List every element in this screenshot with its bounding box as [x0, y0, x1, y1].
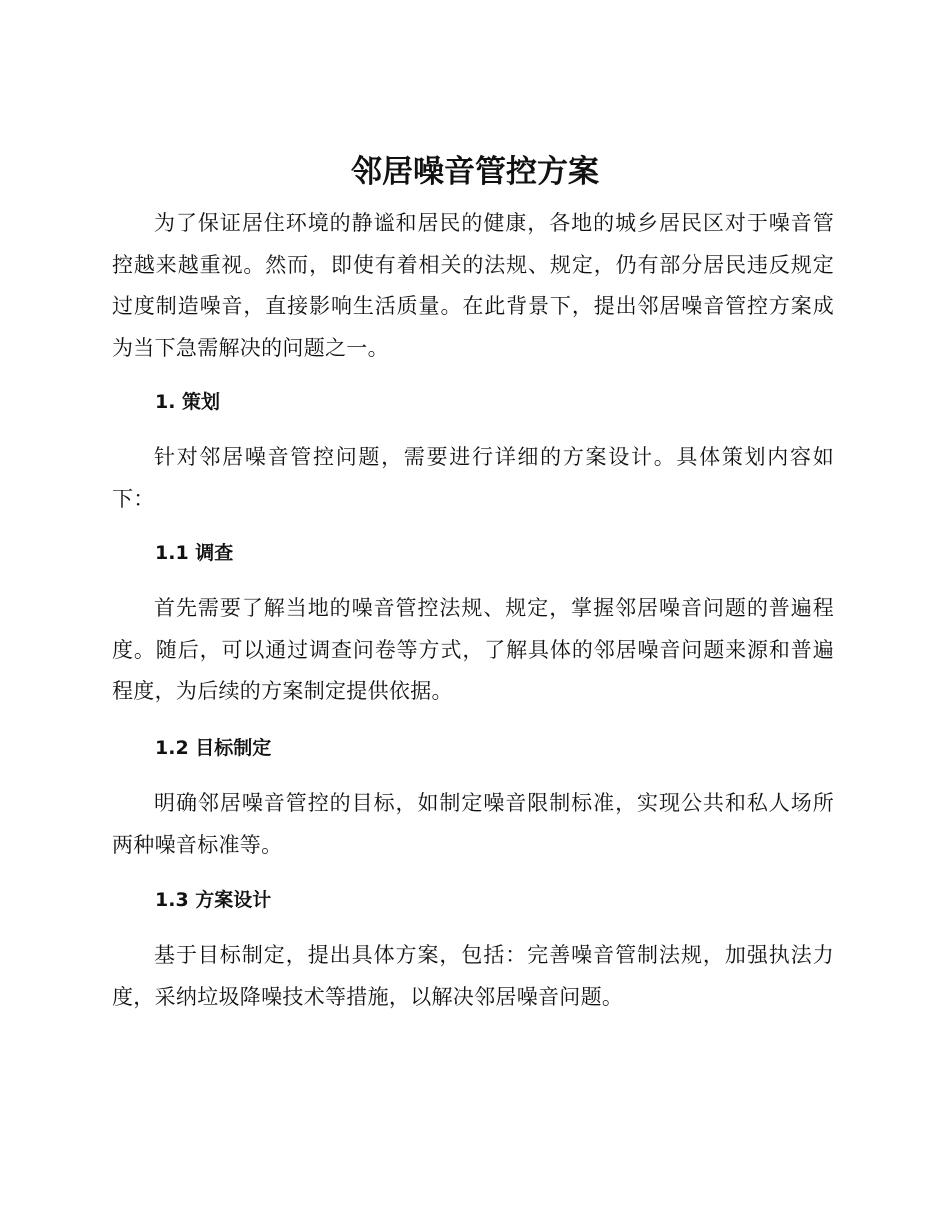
intro-paragraph: 为了保证居住环境的静谧和居民的健康，各地的城乡居民区对于噪音管控越来越重视。然而，即使有着相关的法规、规定，仍有部分居民违反规定过度制造噪音，直接影响生活质量。在此背景下，提出邻居噪音管控方案成为当下急需解决的问题之一。 [112, 211, 834, 360]
section-heading-planning: 1. 策划 [155, 391, 221, 413]
section-heading-survey: 1.1 调查 [155, 542, 234, 564]
document-title: 邻居噪音管控方案 [351, 154, 599, 190]
section-paragraph-planning: 针对邻居噪音管控问题，需要进行详细的方案设计。具体策划内容如下： [112, 445, 834, 511]
section-paragraph-goals: 明确邻居噪音管控的目标，如制定噪音限制标准，实现公共和私人场所两种噪音标准等。 [112, 791, 834, 857]
section-paragraph-survey: 首先需要了解当地的噪音管控法规、规定，掌握邻居噪音问题的普遍程度。随后，可以通过调查问卷等方式，了解具体的邻居噪音问题来源和普遍程度，为后续的方案制定提供依据。 [112, 596, 834, 703]
section-heading-design: 1.3 方案设计 [155, 889, 272, 911]
section-heading-goals: 1.2 目标制定 [155, 737, 272, 759]
section-paragraph-design: 基于目标制定，提出具体方案，包括：完善噪音管制法规，加强执法力度，采纳垃圾降噪技术等措施，以解决邻居噪音问题。 [112, 943, 834, 1009]
